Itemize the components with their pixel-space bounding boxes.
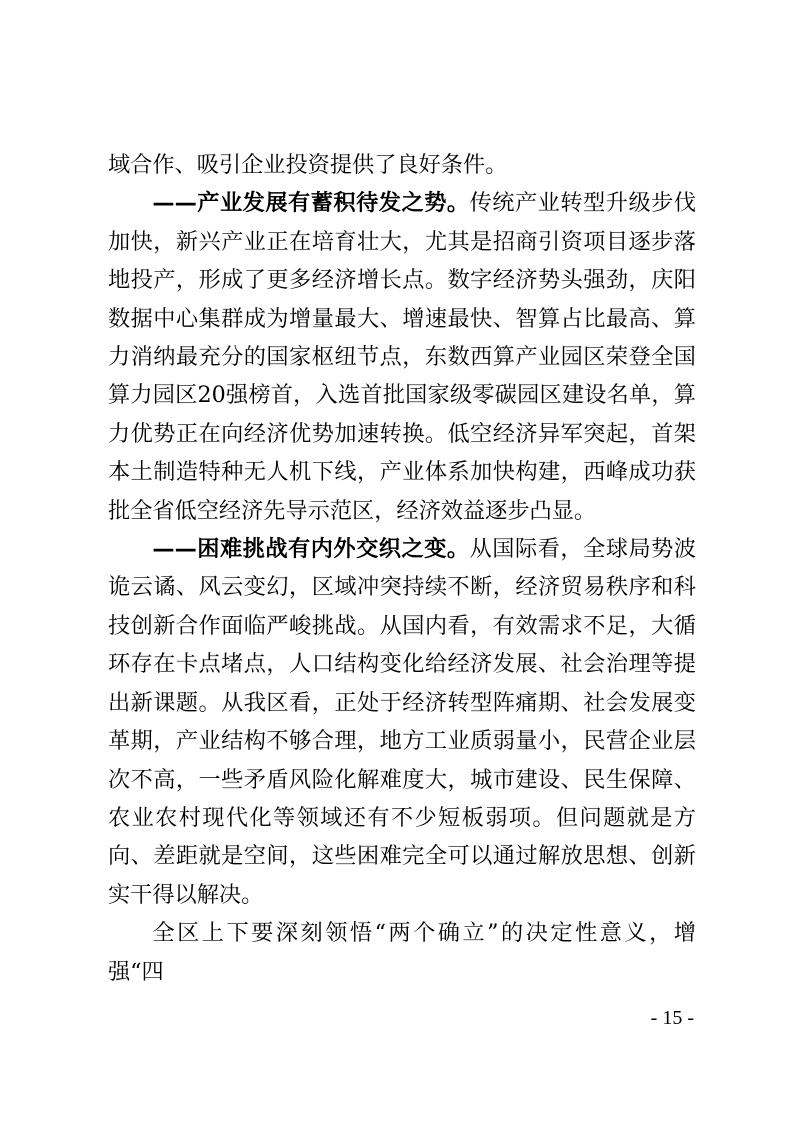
paragraph-heading: ——困难挑战有内外交织之变。 (152, 536, 470, 563)
document-body (108, 146, 696, 991)
paragraph-industry-development (108, 184, 696, 530)
paragraph-continuation (108, 146, 696, 184)
paragraph-text: 域合作、吸引企业投资提供了良好条件。 (108, 152, 508, 178)
paragraph-text: 从国际看，全球局势波诡云谲、风云变幻，区域冲突持续不断，经济贸易秩序和科技创新合作面临严峻挑战。从国内看，有效需求不足，大循环存在卡点堵点，人口结构变化给经济发展、社会治理等提出新课题。从我区看，正处于经济转型阵痛期、社会发展变革期，产业结构不够合理，地方工业质弱量小，民营企业层次不高，一些矛盾风险化解难度大，城市建设、民生保障、农业农村现代化等领域还有不少短板弱项。但问题就是方向、差距就是空间，这些困难完全可以通过解放思想、创新实干得以解决。 (108, 536, 697, 908)
paragraph-closing (108, 914, 696, 991)
paragraph-difficulties-challenges (108, 530, 696, 914)
paragraph-heading: ——产业发展有蓄积待发之势。 (152, 190, 470, 217)
paragraph-text: 传统产业转型升级步伐加快，新兴产业正在培育壮大，尤其是招商引资项目逐步落地投产，形成了更多经济增长点。数字经济势头强劲，庆阳数据中心集群成为增量最大、增速最快、智算占比最高、算力消纳最充分的国家枢纽节点，东数西算产业园区荣登全国算力园区20强榜首，入选首批国家级零碳园区建设名单，算力优势正在向经济优势加速转换。低空经济异军突起，首架本土制造特种无人机下线，产业体系加快构建，西峰成功获批全省低空经济先导示范区，经济效益逐步凸显。 (108, 190, 697, 524)
paragraph-text: 全区上下要深刻领悟“两个确立”的决定性意义，增强“四 (108, 920, 696, 985)
page-number: - 15 - (650, 1007, 694, 1029)
